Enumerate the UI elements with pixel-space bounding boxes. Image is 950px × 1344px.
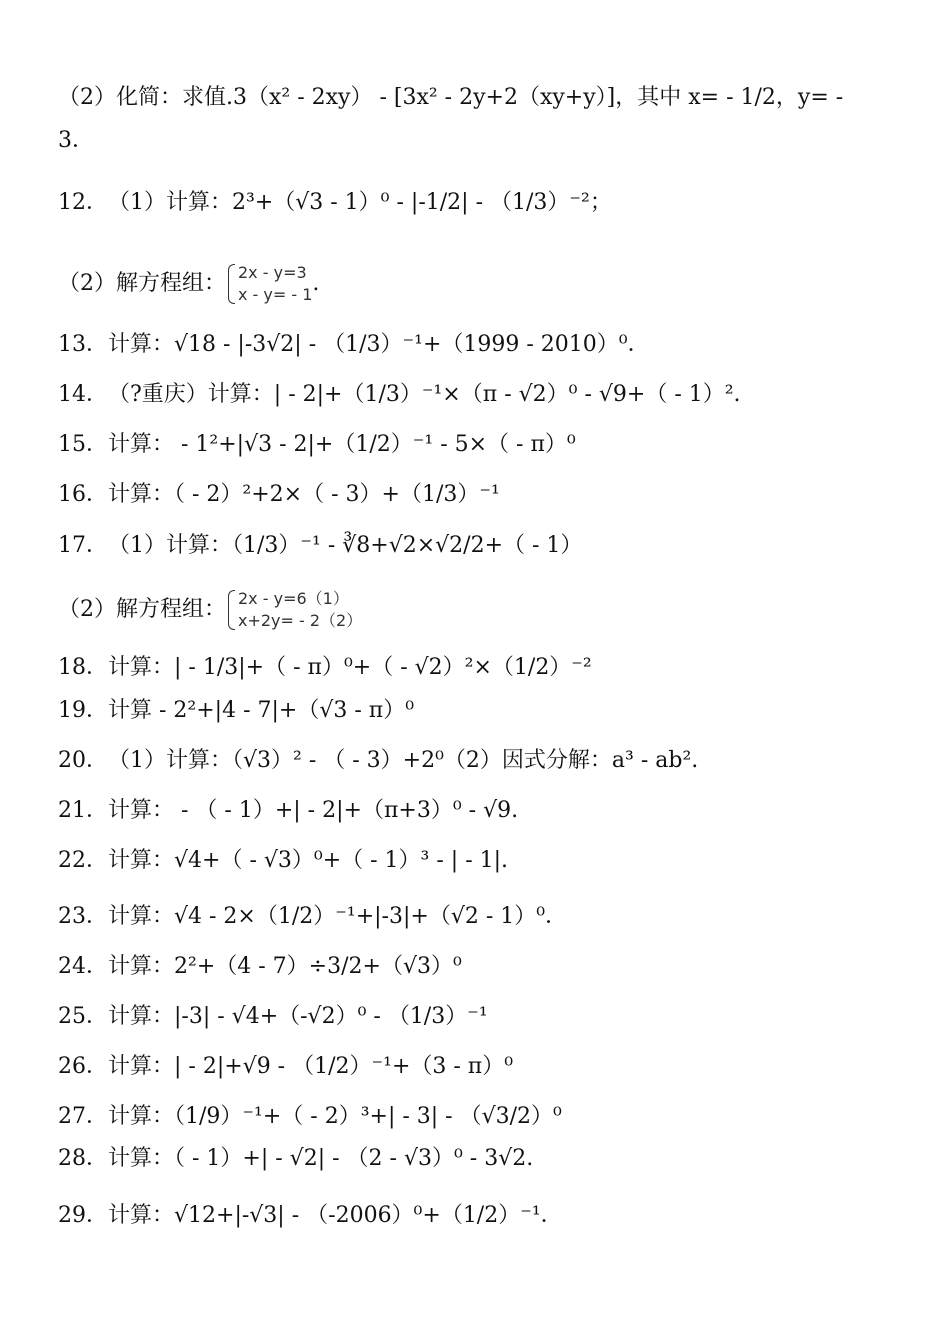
problem-15	[58, 431, 910, 459]
problem-text: （1）计算：2³+（√3 - 1）⁰ - |-1/2| - （1/3）⁻²；	[108, 190, 612, 215]
problem-22	[58, 847, 910, 875]
problem-12-part2	[58, 262, 910, 306]
equation: x - y= - 1	[238, 285, 313, 304]
problem-text: 计算：| - 1/3|+（ - π）⁰+（ - √2）²×（1/2）⁻²	[108, 655, 592, 680]
problem-number: 12．	[58, 190, 108, 215]
problem-text: 计算：√12+|-√3| - （-2006）⁰+（1/2）⁻¹．	[108, 1203, 563, 1228]
problem-text: （?重庆）计算：| - 2|+（1/3）⁻¹×（π - √2）⁰ - √9+（ - 1）².	[108, 382, 741, 407]
problem-number: 20．	[58, 748, 108, 773]
problem-28	[58, 1145, 910, 1173]
problem-26	[58, 1053, 910, 1081]
problem-11-part2	[58, 84, 910, 112]
problem-text: （2）解方程组：	[58, 597, 226, 622]
problem-text: 计算：| - 2|+√9 - （1/2）⁻¹+（3 - π）⁰	[108, 1054, 514, 1079]
problem-27	[58, 1103, 910, 1131]
problem-text: 计算：2²+（4 - 7）÷3/2+（√3）⁰	[108, 954, 462, 979]
problem-text: 计算：（1/9）⁻¹+（ - 2）³+| - 3| - （√3/2）⁰	[108, 1104, 562, 1129]
problem-text: 计算：√18 - |-3√2| - （1/3）⁻¹+（1999 - 2010）⁰．	[108, 332, 650, 357]
problem-number: 23．	[58, 904, 108, 929]
problem-16	[58, 481, 910, 509]
equation: 2x - y=3	[238, 263, 307, 282]
problem-text: 计算： - 1²+|√3 - 2|+（1/2）⁻¹ - 5×（ - π）⁰	[108, 432, 576, 457]
problem-number: 15．	[58, 432, 108, 457]
problem-number: 18．	[58, 655, 108, 680]
problem-number: 25．	[58, 1004, 108, 1029]
problem-18	[58, 654, 910, 682]
problem-number: 21．	[58, 798, 108, 823]
problem-17-part2	[58, 588, 910, 632]
problem-23	[58, 903, 910, 931]
problem-text: （2）解方程组：	[58, 271, 226, 296]
problem-number: 14．	[58, 382, 108, 407]
problem-13	[58, 331, 910, 359]
problem-number: 17．	[58, 533, 108, 558]
end-period: .	[312, 271, 320, 296]
problem-text: 计算：√4 - 2×（1/2）⁻¹+|-3|+（√2 - 1）⁰．	[108, 904, 568, 929]
problem-text: 计算：|-3| - √4+（-√2）⁰ - （1/3）⁻¹	[108, 1004, 488, 1029]
problem-24	[58, 953, 910, 981]
problem-text: 计算 - 2²+|4 - 7|+（√3 - π）⁰	[108, 698, 415, 723]
problem-number: 26．	[58, 1054, 108, 1079]
problem-12-part1	[58, 189, 910, 217]
problem-number: 22．	[58, 848, 108, 873]
problem-text: 计算：√4+（ - √3）⁰+（ - 1）³ - | - 1|.	[108, 848, 509, 873]
problem-number: 29．	[58, 1203, 108, 1228]
problem-11-part2-cont	[58, 127, 910, 155]
problem-text: （2）化简：求值.3（x² - 2xy） - [3x² - 2y+2（xy+y）]，其中 x= - 1/2，y= -	[58, 85, 844, 110]
problem-20	[58, 747, 910, 775]
problem-text: （1）计算：（1/3）⁻¹ - ∛8+√2×√2/2+（ - 1）	[108, 533, 583, 558]
problem-19	[58, 697, 910, 725]
problem-text: （1）计算：（√3）² - （ - 3）+2⁰（2）因式分解：a³ - ab².	[108, 748, 699, 773]
equation: x+2y= - 2（2）	[238, 611, 363, 630]
problem-14	[58, 381, 910, 409]
equation: 2x - y=6（1）	[238, 589, 349, 608]
problem-number: 27．	[58, 1104, 108, 1129]
problem-text: 计算： - （ - 1）+| - 2|+（π+3）⁰ - √9.	[108, 798, 519, 823]
problem-number: 19．	[58, 698, 108, 723]
problem-text: 3．	[58, 128, 94, 153]
problem-text: 计算：（ - 2）²+2×（ - 3）+（1/3）⁻¹	[108, 482, 500, 507]
problem-number: 28．	[58, 1146, 108, 1171]
equation-system	[228, 262, 312, 306]
problem-21	[58, 797, 910, 825]
problem-29	[58, 1202, 910, 1230]
problem-17-part1	[58, 532, 910, 560]
problem-25	[58, 1003, 910, 1031]
problem-text: 计算：（ - 1）+| - √2| - （2 - √3）⁰ - 3√2.	[108, 1146, 534, 1171]
problem-number: 16．	[58, 482, 108, 507]
problem-number: 13．	[58, 332, 108, 357]
equation-system	[228, 588, 362, 632]
problem-number: 24．	[58, 954, 108, 979]
